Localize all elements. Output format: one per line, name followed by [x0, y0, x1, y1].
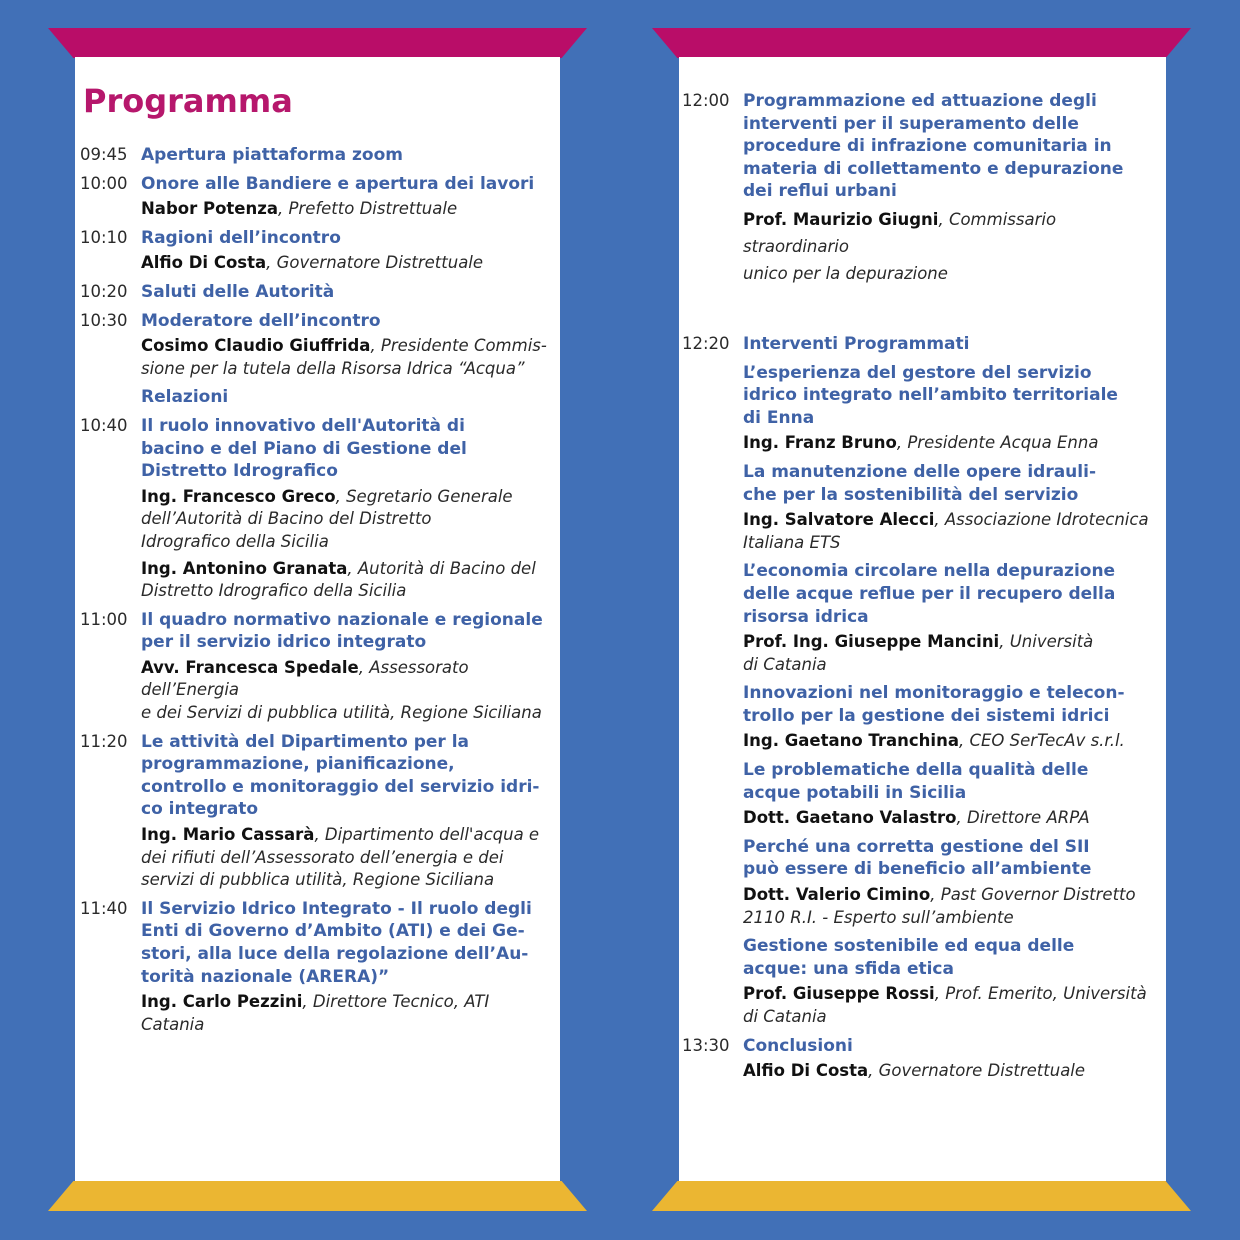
program-body [141, 731, 555, 892]
speaker-role: , Governatore Distrettuale [266, 253, 484, 273]
program-body [141, 227, 555, 275]
program-time: 13:30 [682, 1035, 730, 1055]
speaker-name: Ing. Mario Cassarà [141, 825, 315, 845]
speaker-name: Ing. Carlo Pezzini [141, 992, 303, 1012]
speaker-name: Ing. Salvatore Alecci [743, 510, 935, 530]
speaker [141, 335, 555, 380]
program-item [80, 731, 555, 892]
program-body [141, 310, 555, 381]
speaker [141, 824, 555, 892]
speaker [141, 657, 555, 725]
program-body [743, 362, 1162, 455]
speaker-name: Nabor Potenza [141, 199, 278, 219]
program-body [743, 836, 1162, 929]
program-item [80, 898, 555, 1037]
program-time: 09:45 [80, 145, 128, 164]
speaker-name: Cosimo Claudio Giuffrida [141, 336, 371, 356]
speaker-name: Prof. Ing. Giuseppe Mancini [743, 632, 1000, 652]
program-time: 11:00 [80, 609, 128, 629]
speaker-role: , Università di Catania [743, 632, 1094, 674]
program-title: Gestione sostenibile ed equa delle acque: una sfida etica [743, 936, 1075, 979]
program-body [141, 415, 555, 603]
speaker-name: Avv. Francesca Spedale [141, 657, 359, 677]
program-item [682, 362, 1162, 455]
program-title: La manutenzione delle opere idrauli- che per la sostenibilità del servizio [743, 461, 1096, 505]
speaker-role: , CEO SerTecAv s.r.l. [958, 731, 1125, 751]
left-panel-top-band [48, 28, 587, 58]
program-title: Il ruolo innovativo dell'Autorità di bacino e del Piano di Gestione del Distretto Idrografico [141, 415, 467, 482]
speaker-role: , Direttore Tecnico, ATI Catania [141, 992, 490, 1034]
program-body [743, 90, 1162, 287]
program-title: Innovazioni nel monitoraggio e telecon- trollo per la gestione dei sistemi idrici [743, 683, 1125, 726]
speaker-role: , Governatore Distrettuale [868, 1061, 1086, 1081]
program-item [80, 227, 555, 275]
program-time: 12:20 [682, 333, 730, 353]
speaker [141, 486, 555, 554]
program-item [682, 935, 1162, 1028]
program-title: Relazioni [141, 387, 229, 408]
program-item [80, 310, 555, 381]
program-item [682, 90, 1162, 287]
program-title: Moderatore dell’incontro [141, 310, 381, 331]
program-body [141, 386, 555, 409]
program-time [682, 362, 743, 455]
speaker [743, 884, 1162, 929]
speaker [743, 1060, 1162, 1083]
speaker-name: Alfio Di Costa [743, 1061, 869, 1081]
speaker [743, 631, 1162, 676]
program-title: Ragioni dell’incontro [141, 227, 341, 248]
speaker-role: , Past Governor Distretto 2110 R.I. - Esperto sull’ambiente [743, 885, 1136, 927]
speaker-name: Ing. Gaetano Tranchina [743, 731, 959, 751]
program-item [80, 173, 555, 221]
program-body [141, 281, 555, 304]
program-item [682, 836, 1162, 929]
speaker-role: , Prefetto Distrettuale [277, 199, 458, 219]
speaker-role: , Direttore ARPA [956, 808, 1090, 828]
program-time [682, 836, 743, 929]
left-program-column [80, 144, 555, 1042]
right-panel-top-band [652, 28, 1191, 58]
program-title: Saluti delle Autorità [141, 281, 335, 302]
program-title: Le attività del Dipartimento per la programmazione, pianificazione, controllo e monitoraggio del servizio idri- co integrato [141, 731, 540, 820]
speaker [743, 432, 1162, 455]
program-body [743, 461, 1162, 554]
program-title: L’economia circolare nella depurazione delle acque reflue per il recupero della risorsa idrica [743, 561, 1116, 627]
program-title: Il quadro normativo nazionale e regionale per il servizio idrico integrato [141, 609, 543, 653]
program-body [141, 144, 555, 167]
program-time [682, 935, 743, 1028]
speaker [141, 558, 555, 603]
program-title: Le problematiche della qualità delle acque potabili in Sicilia [743, 760, 1089, 803]
program-item [80, 386, 555, 409]
program-item [682, 461, 1162, 554]
program-item [682, 333, 1162, 356]
right-panel-bottom-band [652, 1181, 1191, 1211]
program-time: 11:40 [80, 898, 128, 918]
speaker-name: Ing. Franz Bruno [743, 433, 897, 453]
program-item [80, 609, 555, 725]
program-time: 10:40 [80, 415, 128, 435]
speaker [743, 730, 1162, 753]
program-body [141, 609, 555, 725]
right-program-column [682, 90, 1162, 1089]
speaker-role: , Prof. Emerito, Università di Catania [743, 984, 1147, 1026]
speaker [743, 983, 1162, 1028]
program-title: Perché una corretta gestione del SII può essere di beneficio all’ambiente [743, 836, 1092, 880]
program-body [743, 333, 1162, 356]
program-body [743, 1035, 1162, 1083]
speaker-role: , Presidente Acqua Enna [896, 433, 1099, 453]
program-body [743, 560, 1162, 676]
speaker-name: Prof. Maurizio Giugni [743, 209, 939, 229]
program-time: 11:20 [80, 731, 128, 751]
speaker-role: , Associazione Idrotecnica Italiana ETS [743, 510, 1149, 552]
program-item [682, 560, 1162, 676]
program-time [80, 386, 141, 409]
speaker-role: , Dipartimento dell'acqua e dei rifiuti dell’Assessorato dell’energia e dei servizi di pubblica utilità, Regione Siciliana [141, 825, 540, 890]
program-title: Interventi Programmati [743, 333, 970, 354]
program-item [682, 1035, 1162, 1083]
program-time [682, 682, 743, 753]
speaker-name: Dott. Gaetano Valastro [743, 808, 957, 828]
speaker [743, 807, 1162, 830]
program-title: L’esperienza del gestore del servizio idrico integrato nell’ambito territoriale di Enna [743, 362, 1118, 428]
speaker-role: , Assessorato dell’Energia e dei Servizi di pubblica utilità, Regione Siciliana [141, 657, 542, 723]
program-time [682, 461, 743, 554]
program-title: Programmazione ed attuazione degli interventi per il superamento delle procedure di infrazione comunitaria in materia di collettamento e depurazione dei reflui urbani [743, 91, 1124, 202]
program-title: Conclusioni [743, 1035, 853, 1056]
speaker [141, 198, 555, 221]
program-body [141, 898, 555, 1037]
speaker-role: , Presidente Commis- sione per la tutela della Risorsa Idrica “Acqua” [141, 336, 547, 378]
page-title: Programma [83, 82, 293, 120]
program-body [743, 759, 1162, 830]
program-time: 10:30 [80, 310, 128, 330]
program-item [682, 682, 1162, 753]
program-body [743, 935, 1162, 1028]
program-item [80, 144, 555, 167]
speaker [743, 509, 1162, 554]
speaker-role: , Segretario Generale dell’Autorità di Bacino del Distretto Idrografico della Sicilia [141, 486, 513, 551]
program-body [141, 173, 555, 221]
program-body [743, 682, 1162, 753]
program-time [682, 560, 743, 676]
speaker-name: Dott. Valerio Cimino [743, 885, 931, 905]
program-time [682, 759, 743, 830]
speaker-name: Alfio Di Costa [141, 253, 267, 273]
speaker [141, 991, 555, 1036]
program-item [682, 759, 1162, 830]
speaker-role: , Commissario straordinario unico per la depurazione [743, 209, 1057, 283]
speaker [141, 252, 555, 275]
program-time: 10:10 [80, 227, 128, 247]
speaker-name: Ing. Francesco Greco [141, 486, 336, 506]
speaker-name: Ing. Antonino Granata [141, 558, 348, 578]
program-item [80, 281, 555, 304]
speaker-name: Prof. Giuseppe Rossi [743, 984, 935, 1004]
program-time: 10:00 [80, 173, 128, 193]
program-title: Onore alle Bandiere e apertura dei lavori [141, 173, 535, 194]
program-time: 12:00 [682, 91, 730, 110]
program-title: Apertura piattaforma zoom [141, 145, 403, 165]
program-item [80, 415, 555, 603]
program-title: Il Servizio Idrico Integrato - Il ruolo degli Enti di Governo d’Ambito (ATI) e dei Ge- stori, alla luce della regolazione dell’Au- torità nazionale (ARERA)” [141, 898, 532, 987]
program-time: 10:20 [80, 281, 128, 301]
left-panel-bottom-band [48, 1181, 587, 1211]
speaker [743, 206, 1162, 287]
speaker-role: , Autorità di Bacino del Distretto Idrografico della Sicilia [141, 558, 536, 601]
